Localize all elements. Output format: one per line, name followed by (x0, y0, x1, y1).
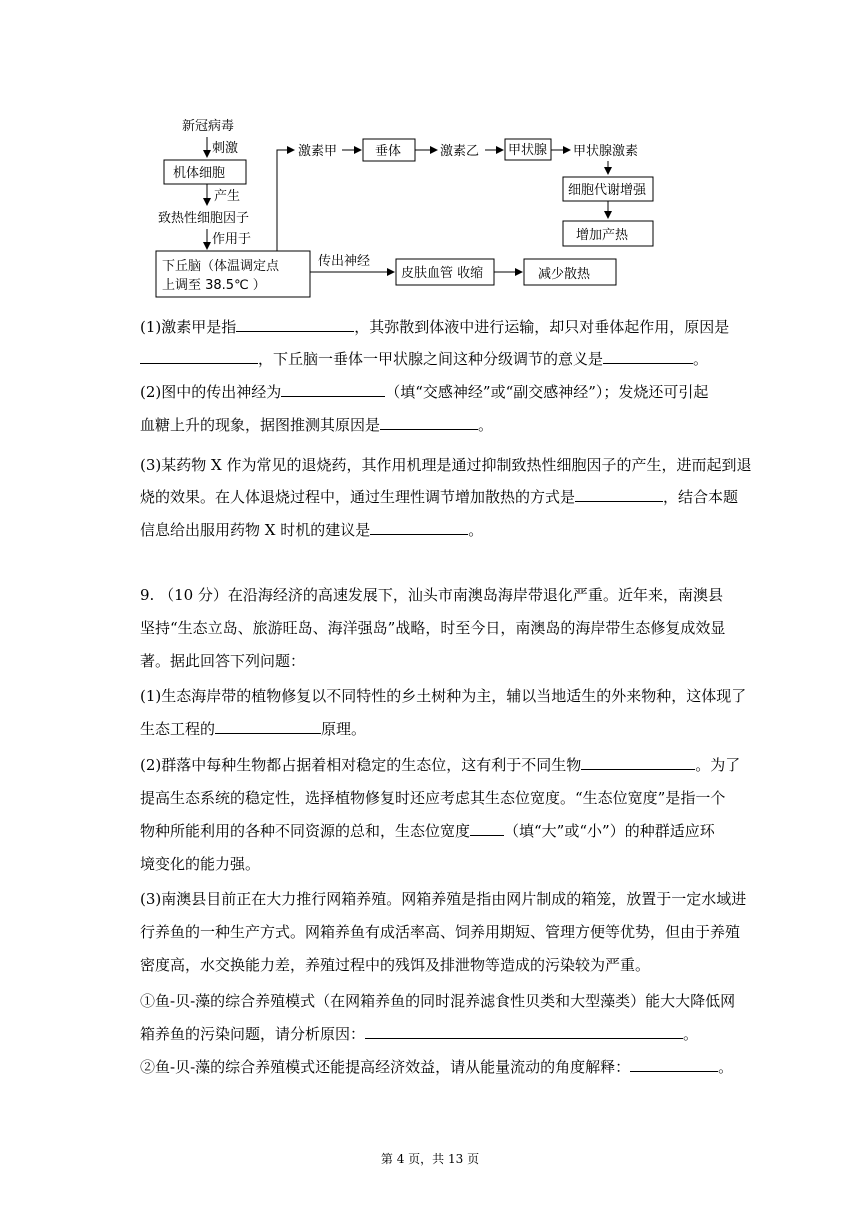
answer-blank[interactable] (630, 1056, 718, 1072)
answer-blank[interactable] (281, 381, 385, 397)
reduce-heat-label: 减少散热 (538, 267, 591, 282)
q8-p1-line1: (1)激素甲是指 ，其弥散到体液中进行运输，却只对垂体起作用，原因是 (140, 318, 730, 336)
pituitary-label: 垂体 (375, 144, 402, 159)
thyroid-label: 甲状腺 (508, 143, 548, 158)
answer-blank[interactable] (603, 348, 693, 364)
q9-s2-line1: ②鱼-贝-藻的综合养殖模式还能提高经济效益，请从能量流动的角度解释： 。 (140, 1058, 734, 1076)
q9-s1-line2: 箱养鱼的污染问题，请分析原因： 。 (140, 1025, 699, 1043)
arrow-hypothalamus-to-hormone-a (277, 150, 294, 251)
answer-blank[interactable] (370, 519, 468, 535)
q9-p3-line1: (3)南澳县目前正在大力推行网箱养殖。网箱养殖是指由网片制成的箱笼，放置于一定水域进 (140, 890, 747, 908)
q8-p3-line1: (3)某药物 X 作为常见的退烧药，其作用机理是通过抑制致热性细胞因子的产生，进而起到退 (140, 456, 752, 474)
q9-p2-line2: 提高生态系统的稳定性，选择植物修复时还应考虑其生态位宽度。“生态位宽度”是指一个 (140, 789, 726, 807)
q8-p1-line2: ，下丘脑一垂体一甲状腺之间这种分级调节的意义是 。 (140, 348, 708, 369)
answer-blank[interactable] (215, 718, 321, 734)
answer-blank[interactable] (236, 316, 354, 332)
page-footer: 第 4 页，共 13 页 (380, 1152, 480, 1166)
thyroid-hormone-label: 甲状腺激素 (573, 144, 639, 159)
hormone-a-label: 激素甲 (298, 144, 338, 159)
heat-up-label: 增加产热 (576, 228, 629, 243)
answer-blank[interactable] (575, 486, 663, 502)
hypothalamus-line1: 下丘脑（体温调定点 (162, 259, 280, 274)
produce-label: 产生 (214, 189, 241, 204)
hormone-b-label: 激素乙 (440, 144, 480, 159)
answer-blank[interactable] (581, 754, 695, 770)
q9-p3-line2: 行养鱼的一种生产方式。网箱养鱼有成活率高、饲养用期短、管理方便等优势，但由于养殖 (140, 923, 741, 941)
regulation-flow-diagram (0, 0, 860, 310)
q9-p2-line3: 物种所能利用的各种不同资源的总和，生态位宽度 （填“大”或“小”）的种群适应环 (140, 822, 715, 840)
q9-stem-line1: 9. （10 分）在沿海经济的高速发展下，汕头市南澳岛海岸带退化严重。近年来，南澳县 (140, 586, 723, 604)
q9-s1-line1: ①鱼-贝-藻的综合养殖模式（在网箱养鱼的同时混养滤食性贝类和大型藻类）能大大降低网 (140, 992, 736, 1010)
q8-p2-line2: 血糖上升的现象，据图推测其原因是 。 (140, 416, 494, 434)
skin-vessel-label: 皮肤血管 收缩 (401, 266, 484, 281)
q9-p3-line3: 密度高，水交换能力差，养殖过程中的残饵及排泄物等造成的污染较为严重。 (140, 956, 651, 974)
q9-p2-line4: 境变化的能力强。 (140, 855, 261, 873)
answer-blank[interactable] (140, 348, 258, 364)
act-on-label: 作用于 (212, 232, 252, 247)
answer-blank[interactable] (365, 1023, 683, 1039)
pyrogen-label: 致热性细胞因子 (158, 211, 250, 226)
answer-blank[interactable] (470, 820, 504, 836)
q9-p1-line2: 生态工程的 原理。 (140, 720, 367, 738)
q8-p3-line2: 烧的效果。在人体退烧过程中，通过生理性调节增加散热的方式是 ，结合本题 (140, 488, 739, 506)
virus-label: 新冠病毒 (182, 119, 235, 134)
q9-p2-line1: (2)群落中每种生物都占据着相对稳定的生态位，这有利于不同生物 。为了 (140, 756, 741, 774)
hypothalamus-line2: 上调至 38.5℃ ） (162, 278, 266, 293)
stimulate-label: 刺激 (212, 141, 239, 156)
answer-blank[interactable] (380, 414, 478, 430)
metabolism-label: 细胞代谢增强 (568, 183, 647, 198)
q8-p3-line3: 信息给出服用药物 X 时机的建议是 。 (140, 521, 484, 539)
body-cell-label: 机体细胞 (173, 166, 226, 181)
q8-p2-line1: (2)图中的传出神经为 （填“交感神经”或“副交感神经”）；发烧还可引起 (140, 383, 709, 401)
efferent-label: 传出神经 (318, 254, 371, 269)
q9-stem-line2: 坚持“生态立岛、旅游旺岛、海洋强岛”战略，时至今日，南澳岛的海岸带生态修复成效显 (140, 619, 726, 637)
q9-p1-line1: (1)生态海岸带的植物修复以不同特性的乡土树种为主，辅以当地适生的外来物种，这体现了 (140, 687, 747, 705)
q9-stem-line3: 著。据此回答下列问题： (140, 652, 306, 670)
